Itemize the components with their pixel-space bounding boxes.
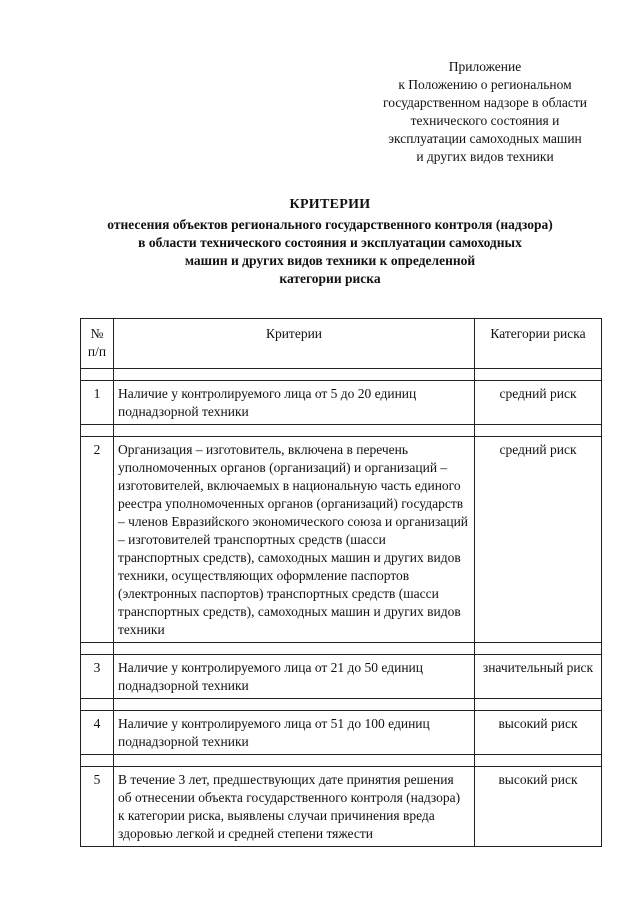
row-risk-category: высокий риск: [475, 767, 602, 847]
row-risk-category: средний риск: [475, 381, 602, 425]
document-subtitle-line: в области технического состояния и эксплуатации самоходных: [138, 235, 522, 250]
row-number: 5: [81, 767, 114, 847]
table-row: [81, 711, 602, 755]
appendix-line: Приложение: [448, 59, 522, 74]
appendix-line: государственном надзоре в области: [383, 95, 587, 110]
row-criteria: Наличие у контролируемого лица от 51 до 100 единиц поднадзорной техники: [114, 711, 475, 755]
table-row: [81, 767, 602, 847]
appendix-line: к Положению о региональном: [398, 77, 572, 92]
header-number: № п/п: [81, 319, 114, 369]
row-risk-category: высокий риск: [475, 711, 602, 755]
row-number: 4: [81, 711, 114, 755]
header-risk-category: Категории риска: [475, 319, 602, 369]
row-spacer: [81, 369, 602, 381]
document-title: КРИТЕРИИ: [289, 197, 371, 212]
row-spacer: [81, 643, 602, 655]
appendix-block: [360, 58, 610, 166]
criteria-table: [80, 318, 602, 847]
row-spacer: [81, 755, 602, 767]
table-row: [81, 381, 602, 425]
appendix-line: и других видов техники: [416, 149, 554, 164]
table-header-row: [81, 319, 602, 369]
header-criteria: Критерии: [114, 319, 475, 369]
document-subtitle-line: отнесения объектов регионального государственного контроля (надзора): [107, 217, 553, 232]
row-number: 1: [81, 381, 114, 425]
row-number: 3: [81, 655, 114, 699]
document-title-block: [60, 196, 600, 288]
document-subtitle-line: машин и других видов техники к определенной: [184, 253, 476, 268]
document-subtitle-line: категории риска: [279, 271, 381, 286]
table-row: [81, 655, 602, 699]
row-risk-category: значительный риск: [475, 655, 602, 699]
table-row: [81, 437, 602, 643]
row-spacer: [81, 425, 602, 437]
appendix-line: технического состояния и: [410, 113, 560, 128]
row-risk-category: средний риск: [475, 437, 602, 643]
appendix-line: эксплуатации самоходных машин: [388, 131, 582, 146]
row-spacer: [81, 699, 602, 711]
row-criteria: Наличие у контролируемого лица от 5 до 20 единиц поднадзорной техники: [114, 381, 475, 425]
row-criteria: В течение 3 лет, предшествующих дате принятия решения об отнесении объекта государственного контроля (надзора) к категории риска, выявлены случаи причинения вреда здоровью легкой и средней степени тяжести: [114, 767, 475, 847]
row-criteria: Наличие у контролируемого лица от 21 до 50 единиц поднадзорной техники: [114, 655, 475, 699]
row-number: 2: [81, 437, 114, 643]
row-criteria: Организация – изготовитель, включена в перечень уполномоченных органов (организаций) и организаций – изготовителей, включаемых в национальную часть единого реестра уполномоченных органов (организаций) государств – членов Евразийского экономического союза и организаций – изготовителей транспортных средств (шасси транспортных средств), самоходных машин и других видов техники, осуществляющих оформление паспортов (электронных паспортов) транспортных средств (шасси транспортных средств), самоходных машин и других видов техники: [114, 437, 475, 643]
